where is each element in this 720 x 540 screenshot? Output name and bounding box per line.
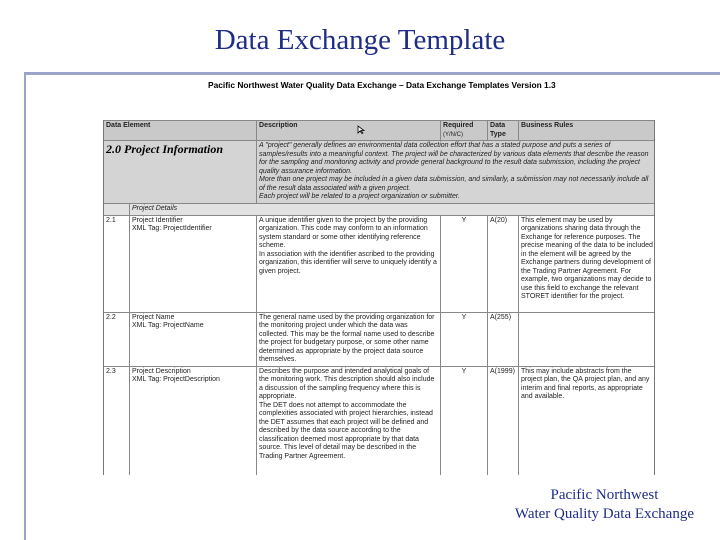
row-description: Describes the purpose and intended analytical goals of the monitoring work. This description should also include a discussion of the sampling frequency where this is appropriate. The DET does not attempt to accommodate the complexities associated with project hierarchies, instead the DET assumes that each project will be defined and described by the data source according to the classification deemed most appropriate by that data source. This level of detail may be described in the Trading Partner Agreement. [257, 366, 441, 475]
subheading-spacer [104, 203, 130, 215]
cursor-icon [357, 125, 366, 134]
header-business-rules: Business Rules [519, 121, 655, 141]
row-required: Y [441, 366, 488, 475]
row-element: Project Identifier XML Tag: ProjectIdentifier [130, 215, 257, 312]
row-element: Project Description XML Tag: ProjectDescription [130, 366, 257, 475]
header-description: Description [257, 121, 441, 141]
row-business-rules [519, 312, 655, 366]
header-required-sub: (Y/N/C) [443, 131, 464, 138]
row-number: 2.2 [104, 312, 130, 366]
footer-line-2: Water Quality Data Exchange [514, 506, 694, 522]
footer-line-1: Pacific Northwest [550, 487, 659, 503]
footer [515, 486, 694, 524]
header-data-type: Data Type [488, 121, 519, 141]
row-number: 2.3 [104, 366, 130, 475]
row-number: 2.1 [104, 215, 130, 312]
left-divider [24, 72, 26, 540]
row-description: A unique identifier given to the project by the providing organization. This code may conform to an information system standard or some other identifying reference scheme. In association with the identifier ascribed to the providing organization, this identifier will serve to uniquely identify a given project. [257, 215, 441, 312]
row-description: The general name used by the providing organization for the monitoring project under which the data was collected. This may be the formal name used to describe the project for budgetary purpose, or some other name determined as appropriate by the project data source themselves. [257, 312, 441, 366]
header-data-element: Data Element [104, 121, 257, 141]
table-header-row [104, 121, 656, 141]
document-title: Pacific Northwest Water Quality Data Exchange – Data Exchange Templates Version 1.3 [208, 80, 556, 90]
table-row [104, 312, 656, 366]
slide-title: Data Exchange Template [214, 24, 506, 56]
row-required: Y [441, 215, 488, 312]
subheading-label: Project Details [130, 203, 656, 215]
table-row [104, 215, 656, 312]
row-business-rules: This element may be used by organizations sharing data through the Exchange for reference purposes. The precise meaning of the data to be included in the element will be agreed by the Exchange partners during development of the Trading Partner Agreement. For example, two organizations may decide to use this field to exchange the relevant STORET identifier for the project. [519, 215, 655, 312]
section-title: 2.0 Project Information [104, 141, 257, 204]
section-description: A "project" generally defines an environmental data collection effort that has a stated purpose and puts a series of samples/results into a meaningful context. The project will be characterized by various data elements that describe the reason for the sampling and monitoring activity and provide general background to the result data submission, including the project quality assurance information. More than one project may be included in a given data submission, and similarly, a submission may not necessarily include all of the result data associated with a given project. Each project will be related to a project organization or submitter. [257, 141, 655, 204]
document-excerpt [103, 120, 655, 475]
title-divider [24, 72, 720, 75]
header-required [441, 121, 488, 141]
data-element-table [103, 120, 655, 475]
row-data-type: A(255) [488, 312, 519, 366]
table-row [104, 366, 656, 475]
row-data-type: A(1999) [488, 366, 519, 475]
row-element: Project Name XML Tag: ProjectName [130, 312, 257, 366]
subheading-row [104, 203, 656, 215]
row-data-type: A(20) [488, 215, 519, 312]
section-row [104, 141, 656, 204]
header-required-label: Required [443, 122, 474, 129]
row-required: Y [441, 312, 488, 366]
row-business-rules: This may include abstracts from the project plan, the QA project plan, and any interim and final reports, as appropriate and available. [519, 366, 655, 475]
